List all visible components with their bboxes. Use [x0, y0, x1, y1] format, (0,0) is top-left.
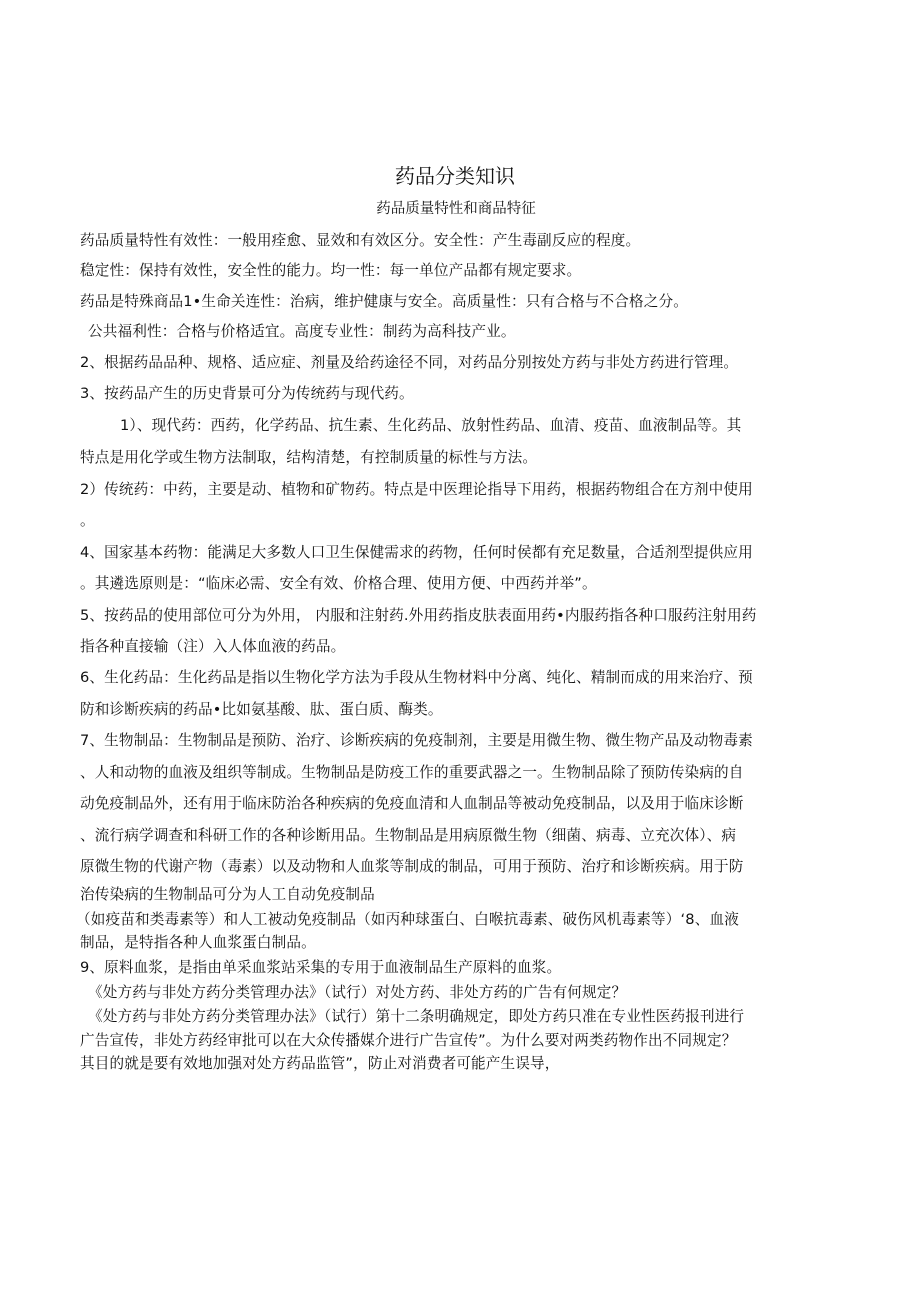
paragraph-line: 防和诊断疾病的药品•比如氨基酸、肽、蛋白质、酶类。	[80, 701, 443, 718]
paragraph-line: 、流行病学调查和科研工作的各种诊断用品。生物制品是用病原微生物（细菌、病毒、立充次体）、病	[80, 827, 737, 844]
paragraph-line: 《处方药与非处方药分类管理办法》（试行）第十二条明确规定，即处方药只准在专业性医药报刊进行	[88, 1008, 745, 1025]
paragraph-line: 指各种直接输（注）入人体血液的药品。	[80, 638, 346, 655]
paragraph-line: 其目的就是要有效地加强对处方药品监管”，防止对消费者可能产生误导，	[80, 1055, 560, 1072]
paragraph-line: 稳定性：保持有效性，安全性的能力。均一性：每一单位产品都有规定要求。	[80, 262, 582, 279]
paragraph-line: 。	[80, 512, 95, 529]
paragraph-line: 9、原料血浆，是指由单采血浆站采集的专用于血液制品生产原料的血浆。	[80, 959, 562, 976]
document-subtitle: 药品质量特性和商品特征	[376, 201, 536, 217]
paragraph-line: 2、根据药品品种、规格、适应症、剂量及给药途径不同，对药品分别按处方药与非处方药进行管理。	[80, 354, 739, 371]
paragraph-line: 3、按药品产生的历史背景可分为传统药与现代药。	[80, 385, 414, 402]
paragraph-line: 广告宣传，非处方药经审批可以在大众传播媒介进行广告宣传”。为什么要对两类药物作出不同规定？	[80, 1032, 737, 1049]
paragraph-line: 2）传统药：中药，主要是动、植物和矿物药。特点是中医理论指导下用药，根据药物组合在方剂中使用	[80, 481, 753, 498]
paragraph-line: 动免疫制品外，还有用于临床防治各种疾病的免疫血清和人血制品等被动免疫制品，以及用于临床诊断	[80, 795, 744, 812]
paragraph-line: 6、生化药品：生化药品是指以生物化学方法为手段从生物材料中分离、纯化、精制而成的用来治疗、预	[80, 669, 753, 686]
paragraph-line: 制品，是特指各种人血浆蛋白制品。	[80, 934, 316, 951]
paragraph-line: 公共福利性：合格与价格适宜。高度专业性：制药为高科技产业。	[88, 323, 516, 340]
paragraph-line: 4、国家基本药物：能满足大多数人口卫生保健需求的药物，任何时侯都有充足数量，合适剂型提供应用	[80, 544, 753, 561]
paragraph-line: 治传染病的生物制品可分为人工自动免疫制品	[80, 886, 375, 903]
paragraph-line: 《处方药与非处方药分类管理办法》（试行）对处方药、非处方药的广告有何规定？	[88, 984, 627, 1001]
paragraph-line: 5、按药品的使用部位可分为外用， 内服和注射药.外用药指皮肤表面用药•内服药指各种口服药注射用药	[80, 607, 757, 624]
paragraph-line: 1）、现代药：西药，化学药品、抗生素、生化药品、放射性药品、血清、疫苗、血液制品等。其	[120, 417, 742, 434]
paragraph-line: 7、生物制品：生物制品是预防、治疗、诊断疾病的免疫制剂，主要是用微生物、微生物产品及动物毒素	[80, 732, 753, 749]
paragraph-line: 特点是用化学或生物方法制取，结构清楚，有控制质量的标性与方法。	[80, 449, 538, 466]
paragraph-line: 。其遴选原则是：“临床必需、安全有效、价格合理、使用方便、中西药并举”。	[80, 575, 597, 592]
paragraph-line: 药品是特殊商品1•生命关连性：治病，维护健康与安全。高质量性：只有合格与不合格之分。	[80, 293, 688, 310]
document-title: 药品分类知识	[395, 164, 515, 188]
paragraph-line: 、人和动物的血液及组织等制成。生物制品是防疫工作的重要武器之一。生物制品除了预防传染病的自	[80, 764, 744, 781]
paragraph-line: 原微生物的代谢产物（毒素）以及动物和人血浆等制成的制品，可用于预防、治疗和诊断疾病。用于防	[80, 858, 744, 875]
paragraph-line: 药品质量特性有效性：一般用痊愈、显效和有效区分。安全性：产生毒副反应的程度。	[80, 232, 641, 249]
paragraph-line: （如疫苗和类毒素等）和人工被动免疫制品（如丙种球蛋白、白喉抗毒素、破伤风机毒素等）‘8、血液	[76, 911, 739, 928]
